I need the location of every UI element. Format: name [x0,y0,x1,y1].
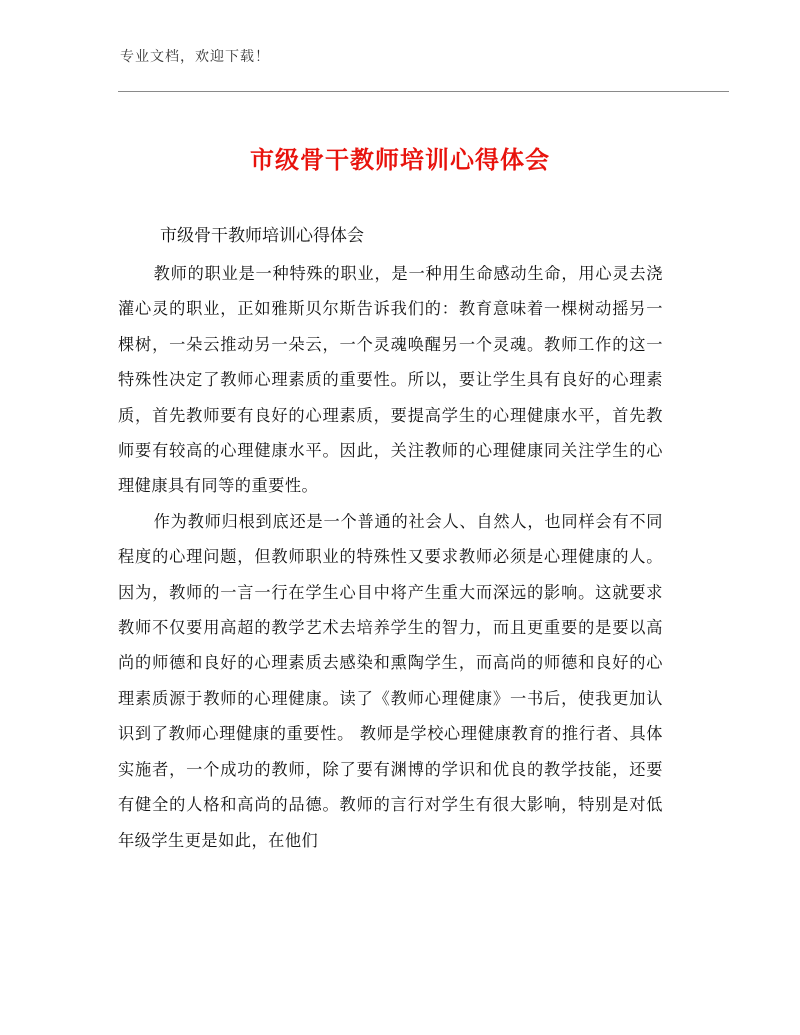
document-title: 市级骨干教师培训心得体会 [250,146,550,174]
header-note: 专业文档，欢迎下载！ [120,49,270,65]
document-body [118,256,663,858]
paragraph: 教师的职业是一种特殊的职业，是一种用生命感动生命，用心灵去浇灌心灵的职业，正如雅斯贝尔斯告诉我们的：教育意味着一棵树动摇另一棵树，一朵云推动另一朵云，一个灵魂唤醒另一个灵魂。教师工作的这一特殊性决定了教师心理素质的重要性。所以，要让学生具有良好的心理素质，首先教师要有良好的心理素质，要提高学生的心理健康水平，首先教师要有较高的心理健康水平。因此，关注教师的心理健康同关注学生的心理健康具有同等的重要性。 [118,264,663,496]
paragraph: 作为教师归根到底还是一个普通的社会人、自然人，也同样会有不同程度的心理问题，但教师职业的特殊性又要求教师必须是心理健康的人。因为，教师的一言一行在学生心目中将产生重大而深远的影响。这就要求教师不仅要用高超的教学艺术去培养学生的智力，而且更重要的是要以高尚的师德和良好的心理素质去感染和熏陶学生，而高尚的师德和良好的心理素质源于教师的心理健康。读了《教师心理健康》一书后，使我更加认识到了教师心理健康的重要性。 教师是学校心理健康教育的推行者、具体实施者，一个成功的教师，除了要有渊博的学识和优良的教学技能，还要有健全的人格和高尚的品德。教师的言行对学生有很大影响，特别是对低年级学生更是如此，在他们 [118,511,663,850]
document-subtitle: 市级骨干教师培训心得体会 [160,226,364,246]
header-divider [118,91,729,92]
